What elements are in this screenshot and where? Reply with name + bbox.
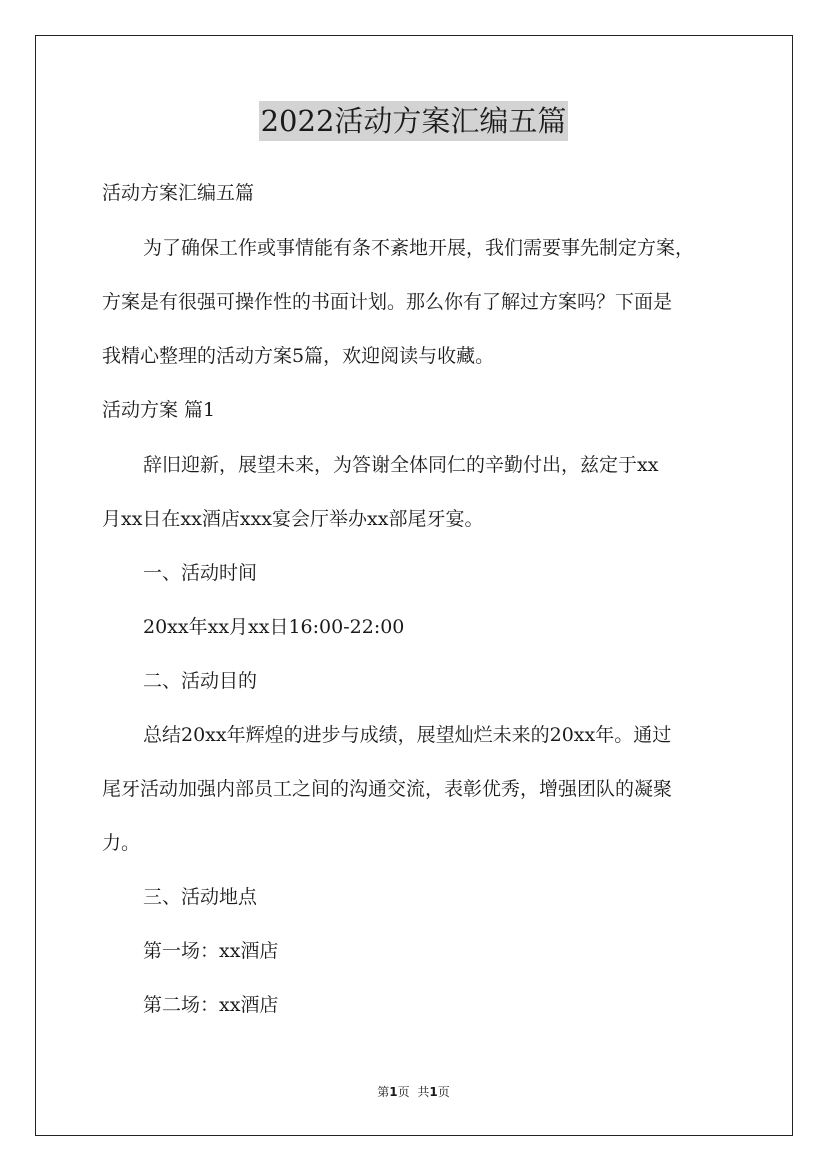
paragraph-line: 总结20xx年辉煌的进步与成绩，展望灿烂未来的20xx年。通过 [143, 724, 672, 746]
paragraph-line: 尾牙活动加强内部员工之间的沟通交流，表彰优秀，增强团队的凝聚 [102, 778, 673, 800]
subsection-heading: 一、活动时间 [143, 562, 258, 584]
subsection-heading: 二、活动目的 [143, 670, 258, 692]
document-title: 2022活动方案汇编五篇 [259, 101, 569, 141]
paragraph-line: 第一场：xx酒店 [143, 940, 279, 962]
footer-total-prefix: 共 [417, 1085, 430, 1099]
paragraph-line: 为了确保工作或事情能有条不紊地开展，我们需要事先制定方案， [143, 237, 695, 259]
paragraph-line: 辞旧迎新，展望未来，为答谢全体同仁的辛勤付出，兹定于xx [143, 454, 659, 476]
title-container [0, 101, 827, 141]
subtitle-line: 活动方案汇编五篇 [102, 182, 255, 204]
footer-page-prefix: 第 [377, 1085, 390, 1099]
section-heading: 活动方案 篇1 [102, 399, 216, 421]
paragraph-line: 第二场：xx酒店 [143, 994, 279, 1016]
paragraph-line: 方案是有很强可操作性的书面计划。那么你有了解过方案吗？下面是 [102, 291, 673, 313]
page-footer [0, 1084, 827, 1100]
footer-total-suffix: 页 [437, 1085, 450, 1099]
paragraph-line: 我精心整理的活动方案5篇，欢迎阅读与收藏。 [102, 345, 495, 367]
paragraph-line: 20xx年xx月xx日16:00-22:00 [143, 616, 405, 638]
paragraph-line: 力。 [102, 832, 141, 854]
footer-total-number: 1 [429, 1085, 438, 1099]
paragraph-line: 月xx日在xx酒店xxx宴会厅举办xx部尾牙宴。 [102, 508, 484, 530]
footer-page-suffix: 页 [397, 1085, 410, 1099]
subsection-heading: 三、活动地点 [143, 886, 258, 908]
footer-page-number: 1 [389, 1085, 398, 1099]
